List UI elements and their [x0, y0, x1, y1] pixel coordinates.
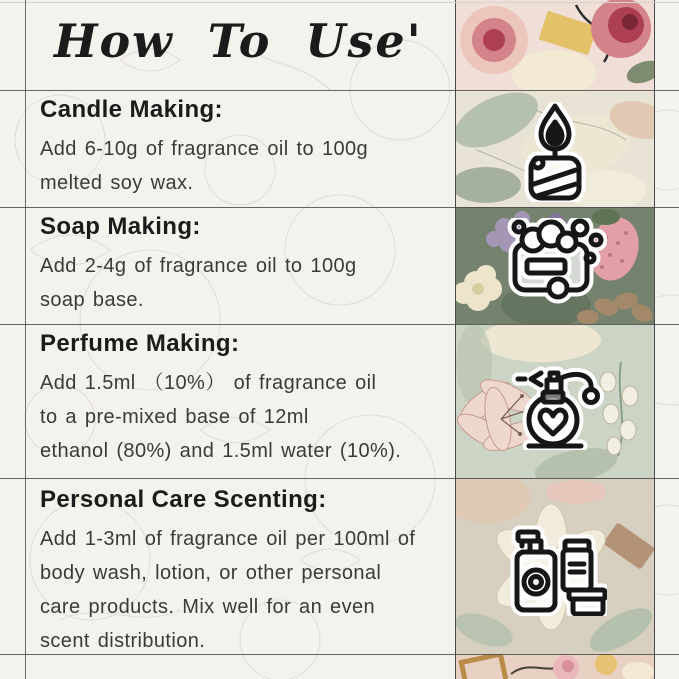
body-line: care products. Mix well for an even: [40, 596, 376, 618]
left-border-line: [25, 0, 26, 679]
section-divider-line: [0, 324, 679, 325]
soap-bar-icon: [503, 218, 607, 306]
roses-illustration: [456, 0, 654, 90]
body-line: to a pre-mixed base of 12ml: [40, 406, 309, 428]
section-candle-making: [40, 96, 454, 200]
bottom-roses-illustration: [456, 654, 654, 679]
section-divider-line: [0, 478, 679, 479]
section-perfume-making: [40, 330, 454, 468]
body-line: Add 1-3ml of fragrance oil per 100ml of: [40, 528, 416, 550]
section-heading: Candle Making:: [40, 96, 223, 123]
body-line: Add 2-4g of fragrance oil to 100g: [40, 255, 357, 277]
top-border-line: [0, 2, 679, 3]
section-heading: Perfume Making:: [40, 330, 240, 357]
body-line: soap base.: [40, 289, 144, 311]
section-heading: Soap Making:: [40, 213, 201, 240]
perfume-atomizer-icon: [503, 346, 607, 450]
section-divider-line: [0, 207, 679, 208]
section-personal-care-scenting: [40, 486, 454, 658]
body-line: melted soy wax.: [40, 172, 194, 194]
section-soap-making: [40, 213, 454, 317]
section-divider-line: [0, 654, 679, 655]
section-heading: Personal Care Scenting:: [40, 486, 327, 513]
candle-icon: [513, 102, 597, 202]
page-title: How To Use': [54, 14, 423, 68]
body-line: Add 6-10g of fragrance oil to 100g: [40, 138, 369, 160]
toiletries-icon: [503, 520, 607, 616]
body-line: body wash, lotion, or other personal: [40, 562, 382, 584]
illustration-strip: [455, 0, 655, 679]
body-line: scent distribution.: [40, 630, 206, 652]
body-line: ethanol (80%) and 1.5ml water (10%).: [40, 440, 402, 462]
body-line: Add 1.5ml （10%） of fragrance oil: [40, 372, 377, 394]
section-divider-line: [0, 90, 679, 91]
